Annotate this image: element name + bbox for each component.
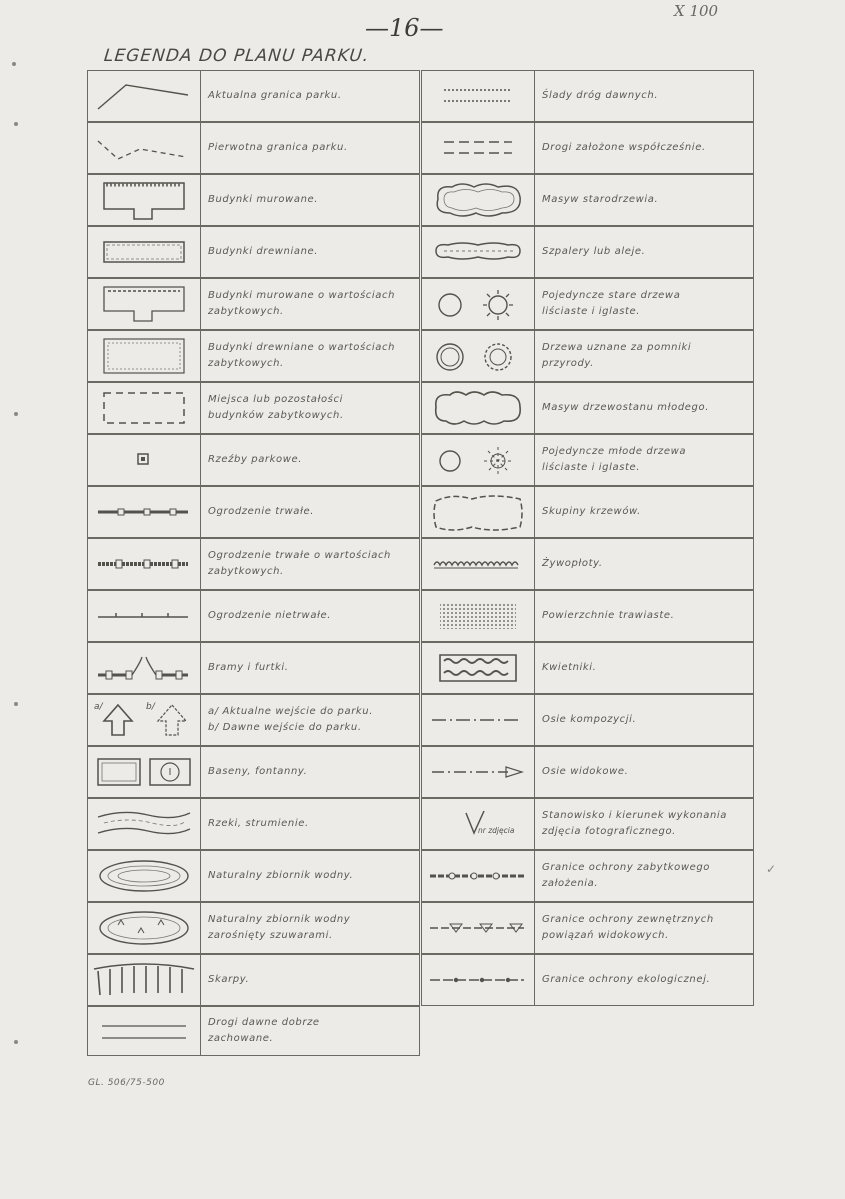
monument-tree-icon [422, 331, 534, 381]
margin-mark: ✓ [766, 862, 777, 876]
legend-label: Ogrodzenie trwałe. [208, 506, 314, 517]
legend-entry [421, 538, 754, 590]
punch-hole [14, 122, 18, 126]
legend-label: Budynki drewniane o wartościach zabytkowych. [208, 342, 396, 369]
modern-road-icon [422, 123, 534, 173]
legend-entry [87, 278, 420, 330]
old-road-icon [88, 1007, 200, 1057]
legend-entry [87, 798, 420, 850]
flowerbed-icon [422, 643, 534, 693]
current-boundary-icon [88, 71, 200, 121]
photo-number-caption: nr zdjęcia [478, 826, 515, 835]
legend-label: Szpalery lub aleje. [542, 246, 646, 257]
legend-entry [87, 538, 420, 590]
legend-entry [87, 174, 420, 226]
historic-wooden-building-icon [88, 331, 200, 381]
legend-label: Baseny, fontanny. [208, 766, 308, 777]
legend-entry [421, 902, 754, 954]
legend-entry [421, 226, 754, 278]
legend-label: Naturalny zbiornik wodny. [208, 870, 354, 881]
entrance-b-label: b/ [146, 702, 155, 712]
punch-hole [14, 412, 18, 416]
legend-table [87, 70, 754, 1056]
legend-entry [421, 694, 754, 746]
legend-entry [87, 226, 420, 278]
legend-entry [421, 70, 754, 122]
legend-entry [87, 330, 420, 382]
overgrown-water-icon [88, 903, 200, 953]
legend-label: Skupiny krzewów. [542, 506, 641, 517]
old-tree-mass-icon [422, 175, 534, 225]
legend-label: Rzeki, strumienie. [208, 818, 309, 829]
shrub-group-icon [422, 487, 534, 537]
legend-label: Pojedyncze stare drzewa liściaste i iglaste. [542, 290, 681, 317]
legend-entry [87, 70, 420, 122]
historic-brick-building-icon [88, 279, 200, 329]
sculpture-icon [88, 435, 200, 485]
composition-axis-icon [422, 695, 534, 745]
legend-label: Rzeźby parkowe. [208, 454, 303, 465]
legend-entry [421, 642, 754, 694]
legend-label: Ślady dróg dawnych. [542, 90, 659, 101]
temporary-fence-icon [88, 591, 200, 641]
legend-label: Drzewa uznane za pomniki przyrody. [542, 342, 692, 369]
page-number: —16— [365, 14, 444, 42]
single-young-tree-icon [422, 435, 534, 485]
legend-label: Budynki murowane. [208, 194, 319, 205]
legend-entry [87, 694, 420, 746]
old-road-traces-icon [422, 71, 534, 121]
heritage-protection-icon [422, 851, 534, 901]
original-boundary-icon [88, 123, 200, 173]
legend-entry [421, 954, 754, 1006]
tree-row-icon [422, 227, 534, 277]
punch-hole [12, 62, 16, 66]
legend-label: Masyw drzewostanu młodego. [542, 402, 709, 413]
water-body-icon [88, 851, 200, 901]
legend-label: Ogrodzenie nietrwałe. [208, 610, 332, 621]
corner-note: X 100 [674, 2, 719, 20]
legend-entry [421, 382, 754, 434]
legend-label: Masyw starodrzewia. [542, 194, 659, 205]
brick-building-icon [88, 175, 200, 225]
entrance-a-label: a/ [94, 702, 103, 712]
legend-label: Miejsca lub pozostałości budynków zabytkowych. [208, 394, 344, 421]
legend-label: Budynki murowane o wartościach zabytkowych. [208, 290, 396, 317]
page-title: LEGENDA DO PLANU PARKU. [102, 46, 371, 66]
legend-label: Ogrodzenie trwałe o wartościach zabytkowych. [208, 550, 391, 577]
legend-label: Kwietniki. [542, 662, 597, 673]
legend-entry [87, 850, 420, 902]
legend-entry [421, 330, 754, 382]
gate-icon [88, 643, 200, 693]
legend-entry [87, 902, 420, 954]
legend-entry [421, 122, 754, 174]
legend-entry [87, 746, 420, 798]
legend-entry [421, 590, 754, 642]
building-remains-icon [88, 383, 200, 433]
landscape-protection-icon [422, 903, 534, 953]
legend-label: Skarpy. [208, 974, 250, 985]
legend-label: Granice ochrony ekologicznej. [542, 974, 711, 985]
historic-fence-icon [88, 539, 200, 589]
lawn-icon [422, 591, 534, 641]
legend-entry [87, 434, 420, 486]
legend-label: Drogi dawne dobrze zachowane. [208, 1017, 320, 1044]
punch-hole [14, 702, 18, 706]
legend-entry [87, 486, 420, 538]
young-tree-mass-icon [422, 383, 534, 433]
legend-entry [421, 486, 754, 538]
legend-label: Osie kompozycji. [542, 714, 637, 725]
stream-icon [88, 799, 200, 849]
legend-label: a/ Aktualne wejście do parku. b/ Dawne wejście do parku. [208, 706, 374, 733]
legend-entry [421, 746, 754, 798]
photo-station-icon [422, 799, 534, 849]
legend-entry [421, 278, 754, 330]
legend-entry [421, 850, 754, 902]
slope-icon [88, 955, 200, 1005]
legend-entry [87, 590, 420, 642]
legend-label: Żywopłoty. [542, 558, 603, 569]
pool-fountain-icon [88, 747, 200, 797]
legend-label: Granice ochrony zewnętrznych powiązań widokowych. [542, 914, 714, 941]
legend-label: Budynki drewniane. [208, 246, 319, 257]
permanent-fence-icon [88, 487, 200, 537]
legend-label: Pojedyncze młode drzewa liściaste i iglaste. [542, 446, 687, 473]
legend-label: Osie widokowe. [542, 766, 629, 777]
single-old-tree-icon [422, 279, 534, 329]
legend-entry [87, 1006, 420, 1056]
legend-label: Drogi założone współcześnie. [542, 142, 706, 153]
legend-label: Powierzchnie trawiaste. [542, 610, 675, 621]
wooden-building-icon [88, 227, 200, 277]
legend-label: Naturalny zbiornik wodny zarośnięty szuwarami. [208, 914, 351, 941]
legend-label: Pierwotna granica parku. [208, 142, 348, 153]
legend-label: Granice ochrony zabytkowego założenia. [542, 862, 711, 889]
punch-hole [14, 1040, 18, 1044]
legend-entry [421, 798, 754, 850]
legend-label: Bramy i furtki. [208, 662, 289, 673]
hedge-icon [422, 539, 534, 589]
legend-entry [87, 122, 420, 174]
legend-entry [421, 434, 754, 486]
legend-entry [421, 174, 754, 226]
legend-entry [87, 382, 420, 434]
legend-label: Stanowisko i kierunek wykonania zdjęcia fotograficznego. [542, 810, 728, 837]
view-axis-icon [422, 747, 534, 797]
entrance-arrows-icon [88, 695, 200, 745]
document-code: GL. 506/75-500 [88, 1078, 165, 1088]
legend-label: Aktualna granica parku. [208, 90, 342, 101]
ecological-protection-icon [422, 955, 534, 1005]
legend-entry [87, 954, 420, 1006]
legend-entry [87, 642, 420, 694]
